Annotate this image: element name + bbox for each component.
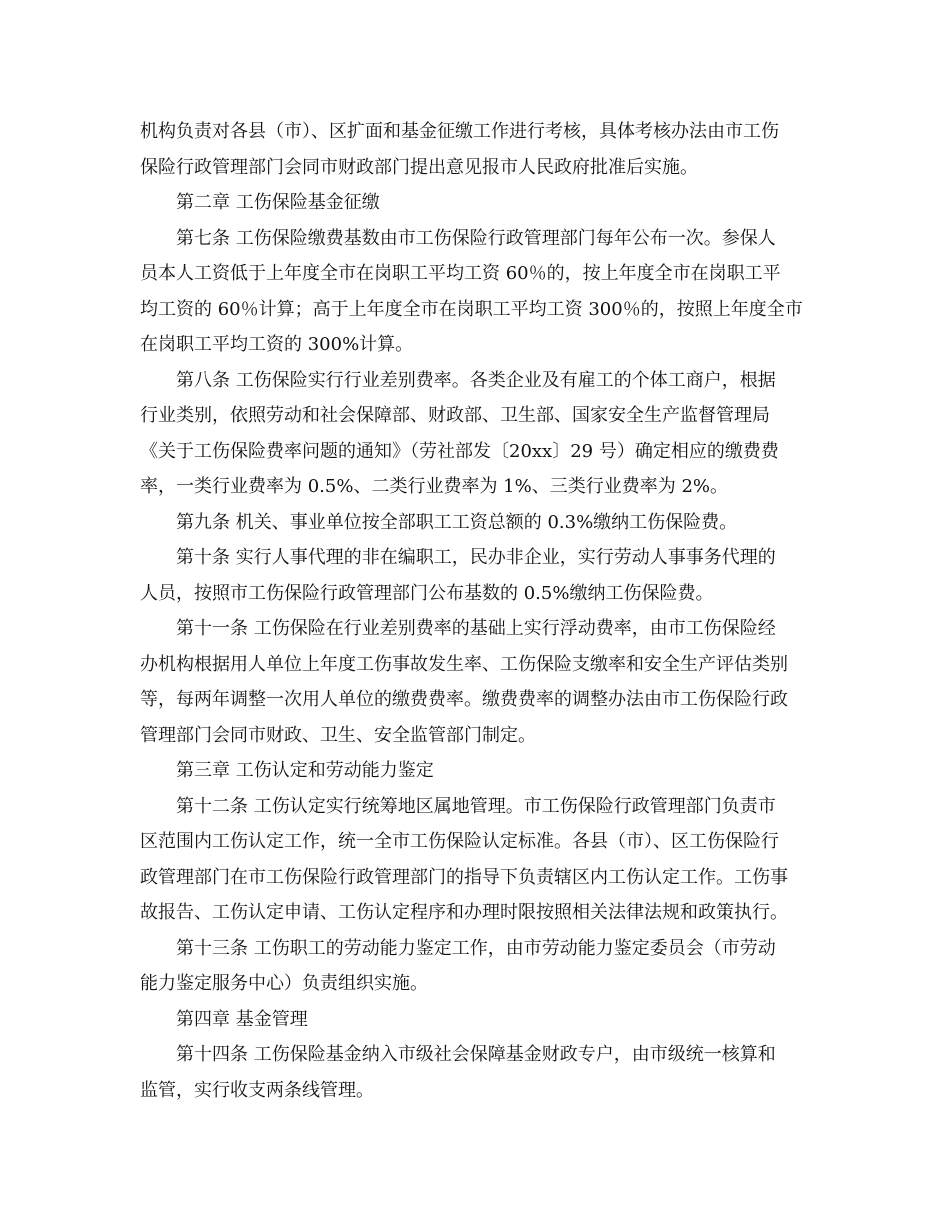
text-line: 第七条 工伤保险缴费基数由市工伤保险行政管理部门每年公布一次。参保人 — [176, 227, 776, 249]
text-line: 监管，实行收支两条线管理。 — [140, 1079, 374, 1101]
text-line: 第十条 实行人事代理的非在编职工，民办非企业，实行劳动人事事务代理的 — [176, 547, 776, 568]
chapter-heading — [140, 185, 812, 221]
text-line: 第三章 工伤认定和劳动能力鉴定 — [176, 760, 434, 781]
text-line: 第十四条 工伤保险基金纳入市级社会保障基金财政专户，由市级统一核算和 — [176, 1044, 776, 1065]
paragraph — [140, 789, 812, 931]
text-line: 第八条 工伤保险实行行业差别费率。各类企业及有雇工的个体工商户，根据 — [176, 369, 776, 391]
paragraph — [140, 1037, 812, 1108]
text-line: 办机构根据用人单位上年度工伤事故发生率、工伤保险支缴率和安全生产评估类别 — [140, 653, 788, 675]
text-line: 第二章 工伤保险基金征缴 — [176, 192, 380, 213]
text-line: 管理部门会同市财政、卫生、安全监管部门制定。 — [140, 724, 536, 746]
text-line: 故报告、工伤认定申请、工伤认定程序和办理时限按照相关法律法规和政策执行。 — [140, 902, 788, 923]
document-body — [140, 114, 812, 1108]
chapter-heading — [140, 753, 812, 789]
text-line: 机构负责对各县（市）、区扩面和基金征缴工作进行考核，具体考核办法由市工伤 — [140, 121, 779, 142]
paragraph — [140, 363, 812, 505]
text-line: 区范围内工伤认定工作，统一全市工伤保险认定标准。各县（市）、区工伤保险行 — [140, 831, 779, 852]
text-line: 人员，按照市工伤保险行政管理部门公布基数的 0.5%缴纳工伤保险费。 — [140, 582, 714, 604]
paragraph — [140, 221, 812, 363]
text-line: 《关于工伤保险费率问题的通知》（劳社部发〔20xx〕29 号）确定相应的缴费费 — [140, 440, 779, 462]
text-line: 率，一类行业费率为 0.5%、二类行业费率为 1%、三类行业费率为 2%。 — [140, 476, 729, 497]
text-line: 第九条 机关、事业单位按全部职工工资总额的 0.3%缴纳工伤保险费。 — [176, 511, 738, 533]
text-line: 第四章 基金管理 — [176, 1008, 308, 1030]
text-line: 能力鉴定服务中心）负责组织实施。 — [140, 973, 428, 994]
paragraph — [140, 540, 812, 611]
paragraph — [140, 931, 812, 1002]
text-line: 在岗职工平均工资的 300%计算。 — [140, 334, 414, 355]
text-line: 第十一条 工伤保险在行业差别费率的基础上实行浮动费率，由市工伤保险经 — [176, 618, 776, 639]
text-line: 员本人工资低于上年度全市在岗职工平均工资 60％的，按上年度全市在岗职工平 — [140, 263, 781, 284]
text-line: 第十三条 工伤职工的劳动能力鉴定工作，由市劳动能力鉴定委员会（市劳动 — [176, 937, 776, 959]
text-line: 政管理部门在市工伤保险行政管理部门的指导下负责辖区内工伤认定工作。工伤事 — [140, 866, 788, 888]
paragraph — [140, 611, 812, 753]
text-line: 行业类别，依照劳动和社会保障部、财政部、卫生部、国家安全生产监督管理局 — [140, 405, 770, 426]
chapter-heading — [140, 1002, 812, 1038]
paragraph — [140, 114, 812, 185]
paragraph — [140, 505, 812, 541]
text-line: 等，每两年调整一次用人单位的缴费费率。缴费费率的调整办法由市工伤保险行政 — [140, 689, 788, 710]
text-line: 保险行政管理部门会同市财政部门提出意见报市人民政府批准后实施。 — [140, 156, 698, 178]
text-line: 均工资的 60％计算；高于上年度全市在岗职工平均工资 300％的，按照上年度全市 — [140, 298, 803, 320]
text-line: 第十二条 工伤认定实行统筹地区属地管理。市工伤保险行政管理部门负责市 — [176, 795, 776, 817]
